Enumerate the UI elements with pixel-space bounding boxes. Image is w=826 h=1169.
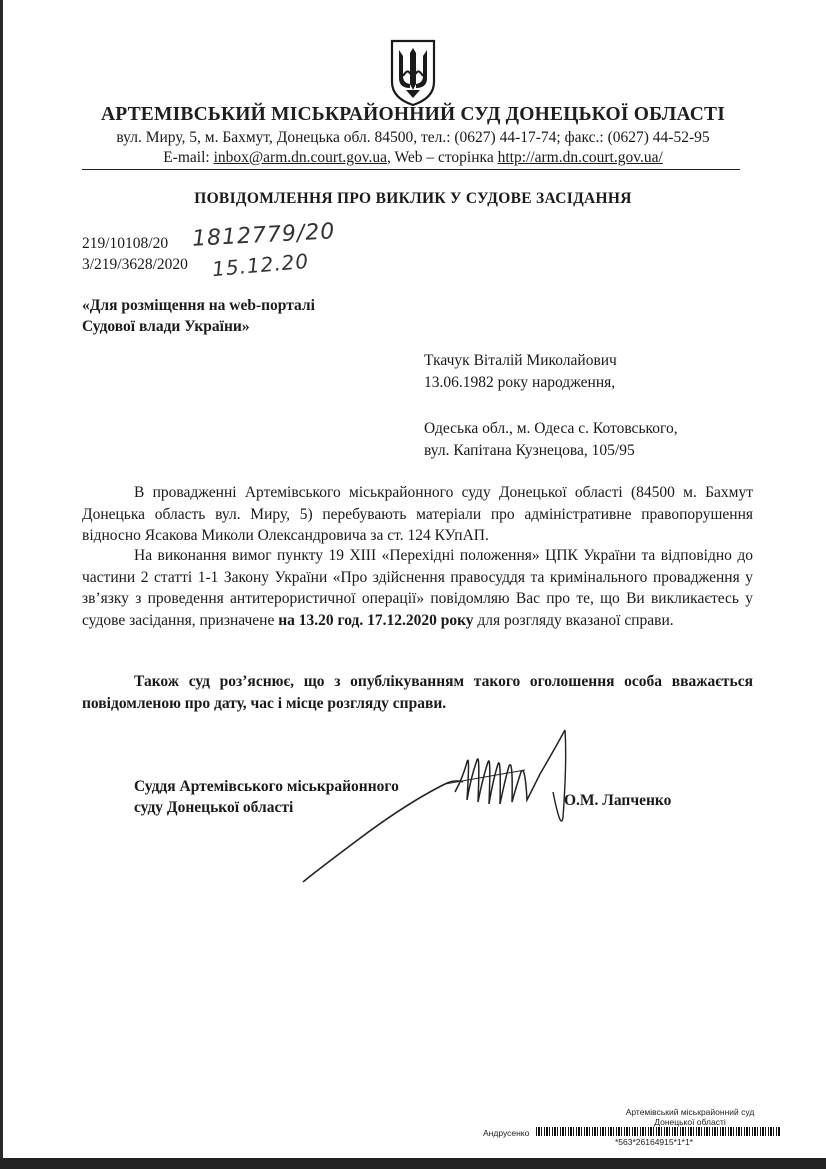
judge-title: Суддя Артемівського міськрайонного суду Донецької області (134, 778, 399, 816)
registration-clerk: Андрусенко (483, 1128, 530, 1138)
case-number-2: 3/219/3628/2020 (82, 256, 188, 273)
handwritten-date: 15.12.20 (211, 248, 310, 282)
recipient-block (424, 350, 617, 394)
handwritten-registration-number: 1812779/20 (191, 219, 336, 252)
body-paragraph-3: Також суд роз’яснює, що з опублікуванням такого оголошення особа вважається повідомленою про дату, час і місце розгляду справи. (82, 673, 753, 712)
body-paragraph-1: В провадженні Артемівського міськрайонного суду Донецької області (84500 м. Бахмут Донецька область вул. Миру, 5) перебувають матеріали про адміністративне правопорушення відносно Ясакова Миколи Олександровича за ст. 124 КУпАП. (82, 484, 753, 544)
barcode-code: *563*26164915*1*1* (615, 1137, 693, 1147)
recipient-birth: 13.06.1982 року народження, (424, 374, 616, 391)
web-portal-note: «Для розміщення на web-порталі Судової влади України» (82, 297, 315, 335)
header-divider (82, 169, 740, 170)
hearing-datetime: на 13.20 год. 17.12.2020 року (278, 611, 474, 629)
ukraine-trident-emblem-icon (388, 38, 438, 108)
judge-name: О.М. Лапченко (564, 792, 672, 809)
website-link[interactable]: http://arm.dn.court.gov.ua/ (497, 149, 663, 166)
recipient-address: Одеська обл., м. Одеса с. Котовського, вул. Капітана Кузнецова, 105/95 (424, 420, 678, 459)
recipient-name: Ткачук Віталій Миколайович (424, 352, 617, 369)
body-paragraph-2: На виконання вимог пункту 19 ХІІІ «Перехідні положення» ЦПК України та відповідно до частини 2 статті 1-1 Закону України «Про здійснення правосуддя та кримінального провадження у зв’язку з проведення антитерористичної операції» повідомляю Вас про те, що Ви викликаєтесь у судове засідання, призначене на 13.20 год. 17.12.2020 року для розгляду вказаної справи. (82, 547, 753, 629)
barcode (536, 1127, 780, 1136)
court-contacts: E-mail: inbox@arm.dn.court.gov.ua, Web – сторінка http://arm.dn.court.gov.ua/ (163, 149, 663, 166)
handwritten-signature (295, 722, 625, 892)
email-link[interactable]: inbox@arm.dn.court.gov.ua (213, 149, 387, 166)
court-address: вул. Миру, 5, м. Бахмут, Донецька обл. 84500, тел.: (0627) 44-17-74; факс.: (0627) 44-52-95 (116, 129, 710, 146)
document-title: ПОВІДОМЛЕННЯ ПРО ВИКЛИК У СУДОВЕ ЗАСІДАННЯ (194, 190, 632, 207)
case-number-1: 219/10108/20 (82, 235, 169, 252)
court-name: АРТЕМІВСЬКИЙ МІСЬКРАЙОННИЙ СУД ДОНЕЦЬКОЇ ОБЛАСТІ (100, 104, 726, 125)
scan-left-edge (0, 0, 3, 1169)
scan-bottom-edge (0, 1158, 826, 1169)
registration-court: Артемівський міськрайонний суд Донецької області (625, 1107, 755, 1127)
